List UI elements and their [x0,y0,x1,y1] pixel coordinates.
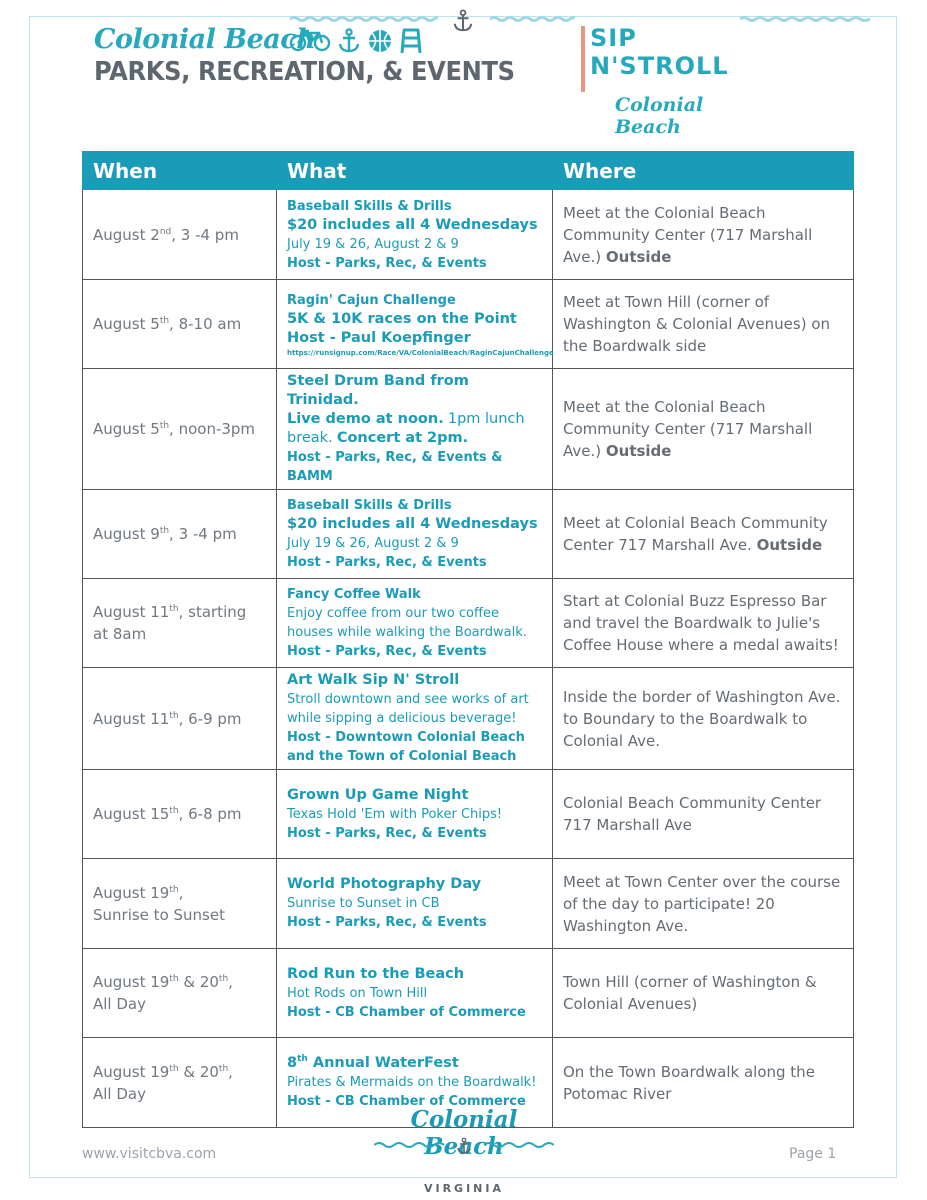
header-when: When [83,152,277,190]
footer-logo-state: VIRGINIA [423,1182,504,1195]
where-cell: Meet at Colonial Beach Community Center 717 Marshall Ave. Outside [553,490,854,579]
table-row [83,949,854,1038]
sip-logo-bar [581,26,585,92]
when-cell: August 19th & 20th, All Day [83,949,277,1038]
sip-subtitle: Colonial Beach [615,94,704,138]
race-signup-link[interactable]: https://runsignup.com/Race/VA/ColonialBeach/RaginCajunChallenge [287,348,554,357]
table-row [83,490,854,579]
page-number: Page 1 [789,1146,837,1162]
events-table [82,151,854,1128]
where-cell: Start at Colonial Buzz Espresso Bar and travel the Boardwalk to Julie's Coffee House where a medal awaits! [553,579,854,668]
rope-divider-far-right [740,16,870,22]
lifeguard-chair-icon [399,28,423,54]
what-cell: Baseball Skills & Drills $20 includes all 4 Wednesdays July 19 & 26, August 2 & 9 Host - Parks, Rec, & Events [277,190,553,280]
table-row [83,369,854,490]
table-row [83,280,854,369]
rope-divider-right [490,16,575,22]
bicycle-icon [289,28,331,52]
footer-anchor-icon [456,1137,472,1155]
table-row [83,579,854,668]
header-where: Where [553,152,854,190]
anchor-icon [337,28,361,54]
rope-divider-left [290,16,438,22]
where-cell: On the Town Boardwalk along the Potomac River [553,1038,854,1128]
where-cell: Inside the border of Washington Ave. to Boundary to the Boardwalk to Colonial Ave. [553,668,854,770]
table-row [83,770,854,859]
header-what: What [277,152,553,190]
anchor-divider-icon [452,8,474,34]
what-cell: Fancy Coffee Walk Enjoy coffee from our two coffee houses while walking the Boardwalk. Host - Parks, Rec, & Events [277,579,553,668]
table-row [83,668,854,770]
when-cell: August 15th, 6-8 pm [83,770,277,859]
header-icons [289,28,423,54]
sip-n-stroll-logo [581,24,751,138]
footer-logo [374,1106,554,1195]
table-row [83,859,854,949]
where-cell: Meet at the Colonial Beach Community Center (717 Marshall Ave.) Outside [553,369,854,490]
footer-logo-script: Colonial Beach [410,1106,518,1160]
when-cell: August 9th, 3 -4 pm [83,490,277,579]
when-cell: August 19th & 20th, All Day [83,1038,277,1128]
what-cell: Baseball Skills & Drills $20 includes all 4 Wednesdays July 19 & 26, August 2 & 9 Host - Parks, Rec, & Events [277,490,553,579]
footer-url[interactable]: www.visitcbva.com [82,1146,217,1162]
when-cell: August 19th, Sunrise to Sunset [83,859,277,949]
when-cell: August 5th, 8-10 am [83,280,277,369]
where-cell: Meet at the Colonial Beach Community Center (717 Marshall Ave.) Outside [553,190,854,280]
table-header-row [83,152,854,190]
what-cell: Steel Drum Band from Trinidad. Live demo at noon. 1pm lunch break. Concert at 2pm. Host - Parks, Rec, & Events & BAMM [277,369,553,490]
where-cell: Meet at Town Center over the course of the day to participate! 20 Washington Ave. [553,859,854,949]
when-cell: August 2nd, 3 -4 pm [83,190,277,280]
when-cell: August 11th, 6-9 pm [83,668,277,770]
when-cell: August 11th, starting at 8am [83,579,277,668]
what-cell: Art Walk Sip N' Stroll Stroll downtown and see works of art while sipping a delicious beverage! Host - Downtown Colonial Beach and the Town of Colonial Beach [277,668,553,770]
when-cell: August 5th, noon-3pm [83,369,277,490]
brand-subtitle: PARKS, RECREATION, & EVENTS [94,57,515,87]
sip-title: SIP N'STROLL [590,24,729,80]
what-cell: World Photography Day Sunrise to Sunset in CB Host - Parks, Rec, & Events [277,859,553,949]
table-row [83,190,854,280]
what-cell: Rod Run to the Beach Hot Rods on Town Hill Host - CB Chamber of Commerce [277,949,553,1038]
where-cell: Colonial Beach Community Center 717 Marshall Ave [553,770,854,859]
where-cell: Meet at Town Hill (corner of Washington & Colonial Avenues) on the Boardwalk side [553,280,854,369]
what-cell: 8th Annual WaterFest Pirates & Mermaids on the Boardwalk! Host - CB Chamber of Commerce [277,1038,553,1128]
brand-title: Colonial Beach [94,24,316,55]
what-cell: Grown Up Game Night Texas Hold 'Em with Poker Chips! Host - Parks, Rec, & Events [277,770,553,859]
what-cell: Ragin' Cajun Challenge 5K & 10K races on the Point Host - Paul Koepfinger https://runsignup.com/Race/VA/ColonialBeach/RaginCajunChallenge [277,280,553,369]
basketball-icon [367,28,393,54]
where-cell: Town Hill (corner of Washington & Colonial Avenues) [553,949,854,1038]
